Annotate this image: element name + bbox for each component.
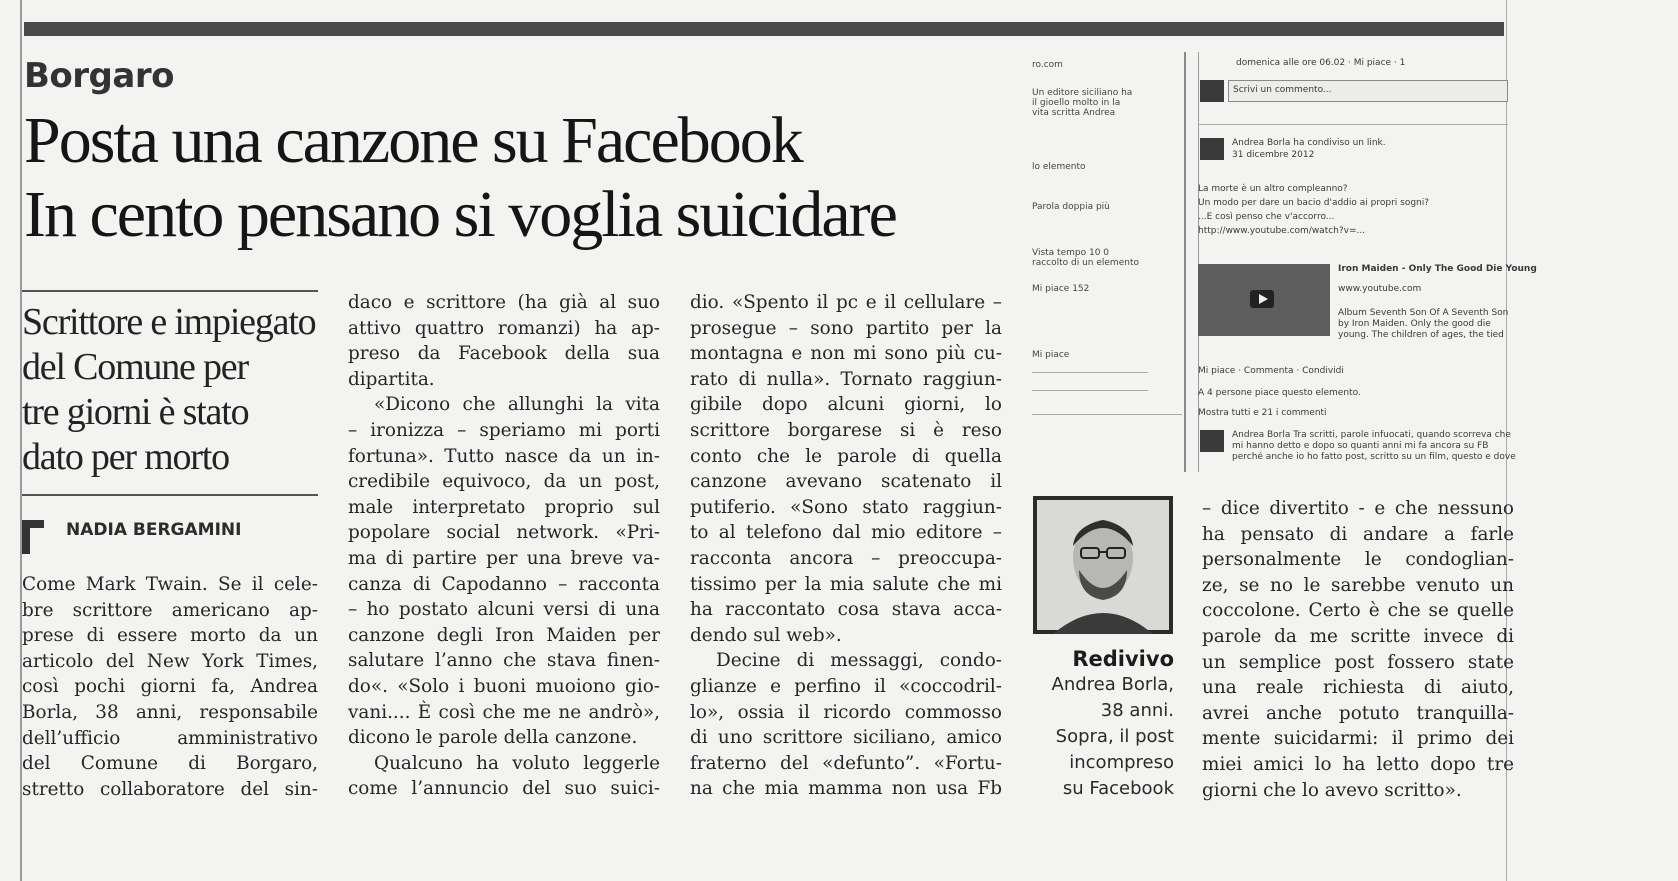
section-header-bar xyxy=(24,22,1504,36)
body-text-line: putiferio. «Sono stato raggiun- xyxy=(690,496,1002,518)
body-text-line: Decine di messaggi, condo- xyxy=(716,650,1002,672)
body-text-line: avrei anche potuto tranquilla- xyxy=(1202,702,1514,724)
body-column-3 xyxy=(690,290,1002,802)
body-text-line: giorni che lo avevo scritto». xyxy=(1202,779,1462,801)
body-text-line: così pochi giorni fa, Andrea xyxy=(22,676,318,698)
body-text-line: mente suicidarmi: il primo dei xyxy=(1202,728,1514,750)
body-text-line: rato di nulla». Tornato raggiun- xyxy=(690,368,1002,390)
comment-text-line: mi hanno detto e dopo so quanti anni mi fa ancora su FB xyxy=(1232,441,1489,451)
body-text-line: articolo del New York Times, xyxy=(22,650,318,672)
play-icon[interactable] xyxy=(1250,290,1274,308)
sidebar-text: ro.com xyxy=(1032,60,1063,70)
sidebar-text: Vista tempo 10 0 xyxy=(1032,248,1110,258)
top-comment-meta: domenica alle ore 06.02 · Mi piace · 1 xyxy=(1236,58,1406,68)
caption-title: Redivivo xyxy=(1072,647,1174,671)
body-text-line: una reale richiesta di aiuto, xyxy=(1202,677,1514,699)
body-text-line: Qualcuno ha voluto leggerle xyxy=(374,752,660,774)
sidebar-text: Parola doppia più xyxy=(1032,202,1110,212)
comment-input[interactable] xyxy=(1228,80,1508,102)
post-author[interactable]: Andrea Borla ha condiviso un link. xyxy=(1232,138,1386,148)
body-text-line: conto che le parole di quella xyxy=(690,445,1002,467)
body-text-line: racconta ancora – preoccupa- xyxy=(690,547,1002,569)
portrait-illustration xyxy=(1033,496,1173,634)
view-comments-link[interactable]: Mostra tutti e 21 i commenti xyxy=(1198,408,1327,418)
body-text-line: – ho postato alcuni versi di una xyxy=(348,599,660,621)
body-text-line: miei amici lo ha letto dopo tre xyxy=(1202,753,1514,775)
body-text-line: canza di Capodanno – racconta xyxy=(348,573,660,595)
body-text-line: dicono le parole della canzone. xyxy=(348,727,638,749)
body-text-line: na che mia mamma non usa Fb xyxy=(690,778,1002,800)
comment-placeholder: Scrivi un commento... xyxy=(1233,85,1332,95)
body-text-line: prosegue – sono partito per la xyxy=(690,317,1002,339)
video-description-line: by Iron Maiden. Only the good die xyxy=(1338,319,1491,329)
body-text-line: ze, se no le sarebbe venuto un xyxy=(1202,574,1514,596)
video-source: www.youtube.com xyxy=(1338,284,1422,294)
sidebar-text: vita scritta Andrea xyxy=(1032,108,1116,118)
body-text-line: Come Mark Twain. Se il cele- xyxy=(22,574,318,595)
sidebar-text: Un editore siciliano ha xyxy=(1032,88,1133,98)
body-text-line: di uno scrittore siciliano, amico xyxy=(690,727,1002,749)
video-title[interactable]: Iron Maiden - Only The Good Die Young xyxy=(1338,264,1537,274)
video-description-line: young. The children of ages, the tied xyxy=(1338,330,1504,340)
body-text-line: lo», ossia il ricordo commosso xyxy=(690,701,1002,723)
body-column-1 xyxy=(22,572,318,802)
body-text-line: to al telefono dal mio editore – xyxy=(690,522,1002,544)
body-text-line: vani.... È così che me ne andrò», xyxy=(348,701,660,723)
post-text-line: Un modo per dare un bacio d'addio ai propri sogni? xyxy=(1198,198,1430,208)
body-text-line: dipartita. xyxy=(348,368,435,390)
body-text-line: fraterno del «defunto”. «Fortu- xyxy=(690,752,1002,774)
body-text-line: – ironizza – speriamo mi porti xyxy=(348,419,660,441)
body-text-line: Borla, 38 anni, responsabile xyxy=(22,701,318,723)
body-text-line: dio. «Spento il pc e il cellulare – xyxy=(690,292,1002,313)
caption-line: 38 anni. xyxy=(1100,700,1174,721)
body-text-line: do«. «Solo i buoni muoiono gio- xyxy=(348,675,660,697)
body-text-line: personalmente le condoglian- xyxy=(1202,549,1514,571)
body-text-line: ha raccontato cosa stava acca- xyxy=(690,599,1002,621)
subhead-line: dato per morto xyxy=(22,436,229,478)
body-text-line: dell’ufficio amministrativo xyxy=(22,727,318,749)
body-text-line: credibile equivoco, da un post, xyxy=(348,471,660,493)
sidebar-text: il gioello molto in la xyxy=(1032,98,1121,108)
body-text-line: tissimo per la mia salute che mi xyxy=(690,573,1002,595)
sidebar-input-line xyxy=(1032,390,1148,391)
post-text-line: La morte è un altro compleanno? xyxy=(1198,184,1348,194)
subhead-rule-bottom xyxy=(22,494,318,496)
likes-summary[interactable]: A 4 persone piace questo elemento. xyxy=(1198,388,1361,398)
body-text-line: parole da me scritte invece di xyxy=(1202,625,1514,647)
body-text-line: canzone degli Iron Maiden per xyxy=(348,624,660,646)
subhead-line: del Comune per xyxy=(22,346,248,388)
body-text-line: come l’annuncio del suo suici- xyxy=(348,778,660,800)
body-text-line: popolare social network. «Pri- xyxy=(348,522,660,544)
caption-line: incompreso xyxy=(1069,752,1174,773)
body-text-line: daco e scrittore (ha già al suo xyxy=(348,292,660,313)
post-divider xyxy=(1198,124,1508,125)
body-text-line: canzone avevano scatenato il xyxy=(690,471,1002,493)
user-avatar xyxy=(1200,80,1224,102)
body-text-line: prese di essere morto da un xyxy=(22,625,318,647)
body-text-line: gibile dopo alcuni giorni, lo xyxy=(690,394,1002,416)
facebook-column-divider xyxy=(1184,52,1186,472)
commenter-avatar xyxy=(1200,430,1224,452)
body-text-line: bre scrittore americano ap- xyxy=(22,599,318,621)
sidebar-text: lo elemento xyxy=(1032,162,1086,172)
headline xyxy=(24,104,896,252)
video-description-line: Album Seventh Son Of A Seventh Son xyxy=(1338,308,1509,318)
body-text-line: – dice divertito - e che nessuno xyxy=(1202,498,1514,519)
facebook-feed xyxy=(1198,52,1537,472)
body-column-2 xyxy=(348,290,660,802)
video-thumbnail[interactable] xyxy=(1198,264,1330,336)
body-text-line: salutare l’anno che stava finen- xyxy=(348,650,660,672)
subhead-line: tre giorni è stato xyxy=(22,391,249,433)
body-text-line: dendo sul web». xyxy=(690,624,842,646)
comment-text-line: perché anche io ho fatto post, scritto su un film, questo e dove xyxy=(1232,452,1516,462)
facebook-post-screenshot xyxy=(1030,52,1537,472)
subhead-rule-top xyxy=(22,290,318,292)
comment-text-line: Andrea Borla Tra scritti, parole infuocati, quando scorreva che xyxy=(1232,430,1511,440)
body-text-line: male interpretato proprio sul xyxy=(348,496,660,518)
post-actions[interactable]: Mi piace · Commenta · Condividi xyxy=(1198,366,1344,376)
headline-line-1: Posta una canzone su Facebook xyxy=(24,104,802,177)
body-text-line: fortuna». Tutto nasce da un in- xyxy=(348,445,660,467)
sidebar-input-line xyxy=(1032,372,1148,373)
caption-line: Andrea Borla, xyxy=(1051,674,1174,695)
sidebar-text: raccolto di un elemento xyxy=(1032,258,1139,268)
post-date[interactable]: 31 dicembre 2012 xyxy=(1232,150,1315,160)
byline: NADIA BERGAMINI xyxy=(66,520,242,540)
author-avatar xyxy=(1200,138,1224,160)
byline-corner-mark xyxy=(22,520,44,554)
body-text-line: «Dicono che allunghi la vita xyxy=(374,394,660,416)
body-text-line: montagna e non mi sono più cu- xyxy=(690,343,1002,365)
kicker: Borgaro xyxy=(24,56,174,96)
caption-line: su Facebook xyxy=(1062,778,1174,799)
subheadline xyxy=(22,300,318,480)
body-text-line: preso da Facebook della sua xyxy=(348,343,660,365)
sidebar-divider xyxy=(1032,414,1182,415)
photo-caption xyxy=(1030,646,1174,802)
body-text-line: attivo quattro romanzi) ha ap- xyxy=(348,317,660,339)
body-text-line: ha pensato di andare a farle xyxy=(1202,523,1514,545)
body-text-line: coccolone. Certo è che se quelle xyxy=(1202,600,1514,622)
caption-line: Sopra, il post xyxy=(1055,726,1174,747)
body-text-line: un semplice post fossero state xyxy=(1202,651,1514,673)
body-text-line: del Comune di Borgaro, xyxy=(22,753,318,775)
body-text-line: stretto collaboratore del sin- xyxy=(22,778,318,800)
subhead-line: Scrittore e impiegato xyxy=(22,301,316,343)
body-text-line: glianze e perfino il «coccodril- xyxy=(690,675,1002,697)
body-text-line: scrittore borgarese si è reso xyxy=(690,419,1002,441)
headline-line-2: In cento pensano si voglia suicidare xyxy=(24,178,896,251)
sidebar-text: Mi piace 152 xyxy=(1032,284,1090,294)
facebook-sidebar xyxy=(1030,52,1180,472)
sidebar-text: Mi piace xyxy=(1032,350,1070,360)
body-column-4 xyxy=(1202,496,1514,803)
portrait-photo xyxy=(1033,496,1173,634)
post-text-line: ...E così penso che v'accorro... xyxy=(1198,212,1335,222)
post-link[interactable]: http://www.youtube.com/watch?v=... xyxy=(1198,226,1366,236)
body-text-line: ma di partire per una breve va- xyxy=(348,547,660,569)
